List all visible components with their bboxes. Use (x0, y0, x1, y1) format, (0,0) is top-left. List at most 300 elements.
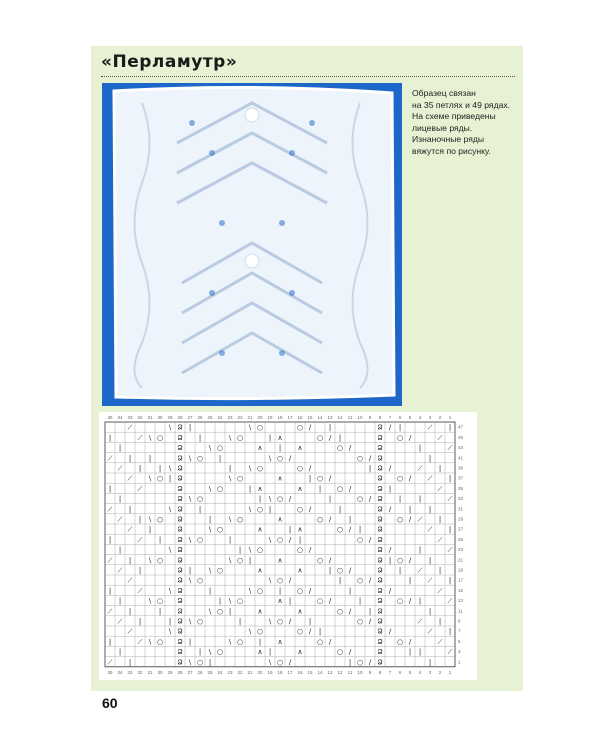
stitch-symbol: | (168, 474, 172, 483)
stitch-symbol: ○ (216, 648, 224, 657)
stitch-symbol: ⟋ (117, 464, 123, 473)
stitch-symbol: \ (228, 556, 232, 565)
stitch-symbol: Ձ (177, 637, 183, 646)
row-number: 5 (458, 638, 461, 644)
stitch-number-bottom: 25 (207, 669, 213, 675)
stitch-symbol: ○ (216, 525, 224, 534)
stitch-symbol: ⟋ (127, 576, 133, 585)
stitch-symbol: ⟋ (127, 423, 133, 432)
stitch-symbol: ⟋ (427, 474, 433, 483)
stitch-symbol: ○ (396, 556, 404, 565)
stitch-symbol: ⟋ (437, 586, 443, 595)
stitch-symbol: / (288, 454, 292, 463)
row-number: 13 (458, 598, 464, 604)
stitch-symbol: \ (228, 474, 232, 483)
stitch-symbol: / (408, 556, 412, 565)
row-number: 7 (458, 628, 461, 634)
stitch-number-bottom: 28 (177, 669, 183, 675)
stitch-symbol: | (128, 658, 132, 667)
stitch-symbol: ○ (336, 484, 344, 493)
stitch-symbol: ○ (316, 556, 324, 565)
stitch-symbol: / (288, 576, 292, 585)
stitch-symbol: | (188, 637, 192, 646)
stitch-number-bottom: 30 (157, 669, 163, 675)
stitch-symbol: Ձ (377, 525, 383, 534)
stitch-symbol: ○ (156, 556, 164, 565)
stitch-symbol: | (308, 617, 312, 626)
stitch-symbol: | (148, 525, 152, 534)
stitch-symbol: / (368, 535, 372, 544)
stitch-number-top: 14 (317, 415, 323, 420)
stitch-symbol: \ (188, 454, 192, 463)
stitch-number-bottom: 16 (297, 669, 303, 675)
stitch-symbol: ∧ (297, 525, 303, 534)
row-number: 3 (458, 649, 461, 655)
stitch-symbol: | (238, 546, 242, 555)
stitch-symbol: \ (168, 586, 172, 595)
stitch-number-bottom: 33 (127, 669, 133, 675)
stitch-symbol: | (428, 607, 432, 616)
stitch-symbol: | (308, 474, 312, 483)
stitch-symbol: \ (228, 597, 232, 606)
stitch-symbol: | (258, 637, 262, 646)
stitch-symbol: / (288, 495, 292, 504)
stitch-symbol: / (328, 515, 332, 524)
stitch-number-bottom: 22 (237, 669, 243, 675)
stitch-symbol: ○ (276, 576, 284, 585)
stitch-symbol: ○ (316, 515, 324, 524)
stitch-symbol: Ձ (177, 454, 183, 463)
stitch-symbol: ○ (256, 505, 264, 514)
row-number: 17 (458, 577, 464, 583)
title-divider (101, 76, 515, 77)
stitch-number-bottom: 2 (438, 669, 442, 675)
stitch-symbol: / (308, 546, 312, 555)
stitch-symbol: | (388, 556, 392, 565)
stitch-symbol: Ձ (377, 637, 383, 646)
stitch-symbol: / (368, 454, 372, 463)
stitch-symbol: ∧ (257, 444, 263, 453)
stitch-symbol: | (118, 648, 122, 657)
stitch-symbol: ⟋ (107, 556, 113, 565)
stitch-symbol: ○ (296, 586, 304, 595)
stitch-symbol: | (428, 658, 432, 667)
stitch-number-top: 7 (388, 415, 392, 420)
stitch-symbol: \ (268, 658, 272, 667)
stitch-symbol: / (368, 658, 372, 667)
stitch-symbol: | (398, 566, 402, 575)
stitch-number-bottom: 19 (267, 669, 273, 675)
stitch-symbol: ∧ (257, 648, 263, 657)
stitch-symbol: \ (188, 495, 192, 504)
stitch-symbol: \ (248, 423, 252, 432)
stitch-symbol: ∧ (257, 484, 263, 493)
stitch-symbol: ⟋ (137, 637, 143, 646)
stitch-symbol: / (328, 433, 332, 442)
stitch-symbol: ⟋ (107, 505, 113, 514)
stitch-number-top: 24 (217, 415, 223, 420)
stitch-number-bottom: 7 (388, 669, 392, 675)
stitch-symbol: | (278, 444, 282, 453)
stitch-symbol: / (388, 546, 392, 555)
stitch-symbol: ○ (336, 444, 344, 453)
stitch-symbol: Ձ (177, 484, 183, 493)
stitch-symbol: | (268, 433, 272, 442)
knitting-chart (99, 412, 477, 680)
stitch-symbol: / (408, 515, 412, 524)
stitch-symbol: ⟋ (417, 566, 423, 575)
stitch-symbol: ○ (236, 474, 244, 483)
stitch-symbol: ⟋ (127, 525, 133, 534)
row-number: 37 (458, 475, 464, 481)
stitch-symbol: / (308, 505, 312, 514)
stitch-symbol: ⟋ (127, 474, 133, 483)
stitch-symbol: ○ (356, 617, 364, 626)
stitch-symbol: \ (208, 648, 212, 657)
stitch-number-top: 8 (378, 415, 382, 420)
stitch-symbol: ⟋ (427, 423, 433, 432)
stitch-symbol: | (298, 535, 302, 544)
stitch-number-top: 3 (428, 415, 432, 420)
stitch-symbol: ⟋ (137, 586, 143, 595)
stitch-symbol: ○ (196, 535, 204, 544)
stitch-symbol: | (408, 648, 412, 657)
stitch-symbol: ○ (156, 637, 164, 646)
stitch-number-top: 23 (227, 415, 233, 420)
stitch-symbol: Ձ (377, 444, 383, 453)
stitch-symbol: Ձ (177, 444, 183, 453)
stitch-symbol: / (408, 433, 412, 442)
stitch-symbol: \ (268, 617, 272, 626)
stitch-symbol: | (128, 607, 132, 616)
stitch-number-bottom: 20 (257, 669, 263, 675)
stitch-symbol: \ (268, 495, 272, 504)
stitch-symbol: | (448, 576, 452, 585)
stitch-symbol: Ձ (177, 586, 183, 595)
stitch-symbol: | (318, 627, 322, 636)
stitch-symbol: | (188, 566, 192, 575)
stitch-number-top: 2 (438, 415, 442, 420)
stitch-symbol: / (408, 637, 412, 646)
stitch-number-top: 15 (307, 415, 313, 420)
stitch-symbol: ⟋ (447, 648, 453, 657)
stitch-symbol: Ձ (377, 454, 383, 463)
stitch-number-top: 18 (277, 415, 283, 420)
stitch-number-bottom: 26 (197, 669, 203, 675)
stitch-number-top: 21 (247, 415, 253, 420)
stitch-symbol: | (438, 515, 442, 524)
stitch-symbol: / (288, 617, 292, 626)
stitch-symbol: | (198, 648, 202, 657)
stitch-number-top: 4 (418, 415, 422, 420)
stitch-number-top: 22 (237, 415, 243, 420)
stitch-symbol: | (418, 546, 422, 555)
stitch-symbol: / (408, 474, 412, 483)
stitch-number-top: 35 (107, 415, 113, 420)
stitch-symbol: ⟋ (107, 607, 113, 616)
stitch-symbol: | (248, 556, 252, 565)
row-number: 31 (458, 506, 464, 512)
stitch-symbol: Ձ (177, 607, 183, 616)
stitch-symbol: / (388, 464, 392, 473)
stitch-symbol: \ (208, 566, 212, 575)
stitch-number-bottom: 18 (277, 669, 283, 675)
stitch-symbol: ○ (256, 423, 264, 432)
stitch-symbol: ⟋ (117, 515, 123, 524)
stitch-symbol: / (368, 617, 372, 626)
stitch-symbol: \ (168, 546, 172, 555)
row-number: 15 (458, 587, 464, 593)
stitch-symbol: \ (188, 617, 192, 626)
stitch-symbol: ⟋ (447, 597, 453, 606)
stitch-symbol: / (388, 505, 392, 514)
stitch-symbol: ○ (196, 454, 204, 463)
stitch-symbol: | (368, 464, 372, 473)
stitch-number-bottom: 12 (337, 669, 343, 675)
stitch-symbol: | (228, 535, 232, 544)
row-number: 45 (458, 434, 464, 440)
stitch-symbol: / (288, 535, 292, 544)
stitch-symbol: ○ (396, 637, 404, 646)
stitch-symbol: \ (208, 444, 212, 453)
description-line: лицевые ряды. (412, 122, 473, 133)
stitch-symbol: Ձ (177, 525, 183, 534)
stitch-symbol: / (328, 556, 332, 565)
stitch-number-top: 17 (287, 415, 293, 420)
stitch-number-bottom: 11 (347, 669, 353, 675)
stitch-symbol: | (268, 648, 272, 657)
stitch-symbol: | (108, 586, 112, 595)
row-number: 21 (458, 557, 464, 563)
stitch-symbol: \ (188, 535, 192, 544)
stitch-symbol: Ձ (377, 515, 383, 524)
stitch-symbol: \ (148, 597, 152, 606)
stitch-symbol: / (408, 597, 412, 606)
stitch-symbol: | (208, 658, 212, 667)
row-number: 39 (458, 465, 464, 471)
stitch-number-bottom: 32 (137, 669, 143, 675)
stitch-symbol: | (248, 484, 252, 493)
stitch-symbol: / (348, 484, 352, 493)
row-number: 11 (458, 608, 463, 614)
stitch-symbol: | (228, 464, 232, 473)
stitch-symbol: | (358, 525, 362, 534)
stitch-symbol: | (408, 505, 412, 514)
stitch-symbol: | (158, 535, 162, 544)
stitch-number-top: 30 (157, 415, 163, 420)
row-number: 41 (458, 455, 464, 461)
stitch-symbol: / (368, 495, 372, 504)
stitch-symbol: ○ (196, 495, 204, 504)
stitch-number-bottom: 4 (418, 669, 422, 675)
row-number: 27 (458, 526, 464, 532)
stitch-number-bottom: 29 (167, 669, 173, 675)
stitch-symbol: ○ (236, 515, 244, 524)
stitch-symbol: \ (148, 637, 152, 646)
stitch-symbol: | (148, 454, 152, 463)
stitch-number-bottom: 17 (287, 669, 293, 675)
stitch-symbol: ○ (396, 433, 404, 442)
stitch-symbol: ⟋ (137, 484, 143, 493)
stitch-symbol: ⟋ (417, 464, 423, 473)
stitch-symbol: Ձ (177, 474, 183, 483)
stitch-number-bottom: 31 (147, 669, 153, 675)
stitch-symbol: ○ (236, 433, 244, 442)
stitch-symbol: Ձ (177, 546, 183, 555)
stitch-symbol: Ձ (177, 535, 183, 544)
stitch-symbol: / (308, 586, 312, 595)
stitch-symbol: Ձ (177, 423, 183, 432)
stitch-symbol: | (418, 444, 422, 453)
stitch-symbol: ∧ (297, 648, 303, 657)
row-number: 47 (458, 424, 464, 430)
stitch-number-bottom: 9 (368, 669, 372, 675)
stitch-symbol: ∧ (297, 566, 303, 575)
stitch-symbol: / (348, 444, 352, 453)
stitch-symbol: | (278, 586, 282, 595)
stitch-symbol: Ձ (177, 556, 183, 565)
stitch-symbol: | (388, 484, 392, 493)
row-number: 9 (458, 618, 461, 624)
stitch-symbol: | (328, 495, 332, 504)
stitch-number-top: 16 (297, 415, 303, 420)
pattern-description (412, 88, 524, 158)
stitch-number-top: 25 (207, 415, 213, 420)
stitch-symbol: | (128, 505, 132, 514)
stitch-symbol: Ձ (377, 576, 383, 585)
stitch-symbol: | (228, 607, 232, 616)
stitch-symbol: Ձ (377, 607, 383, 616)
stitch-symbol: | (428, 454, 432, 463)
stitch-symbol: \ (248, 464, 252, 473)
stitch-symbol: / (348, 607, 352, 616)
stitch-symbol: \ (248, 505, 252, 514)
stitch-symbol: / (328, 597, 332, 606)
stitch-symbol: ○ (256, 546, 264, 555)
stitch-symbol: ⟋ (427, 576, 433, 585)
stitch-symbol: Ձ (177, 648, 183, 657)
stitch-symbol: Ձ (177, 617, 183, 626)
stitch-number-top: 12 (337, 415, 343, 420)
stitch-symbol: ⟋ (437, 484, 443, 493)
stitch-symbol: ⟋ (427, 627, 433, 636)
row-number: 43 (458, 445, 464, 451)
stitch-symbol: ○ (216, 566, 224, 575)
stitch-symbol: | (118, 444, 122, 453)
description-line: Изнаночные ряды (412, 134, 485, 145)
stitch-symbol: ○ (356, 658, 364, 667)
stitch-symbol: ⟋ (437, 535, 443, 544)
stitch-symbol: Ձ (177, 627, 183, 636)
stitch-number-top: 31 (147, 415, 153, 420)
stitch-number-bottom: 35 (107, 669, 113, 675)
stitch-symbol: Ձ (177, 505, 183, 514)
stitch-symbol: ○ (156, 474, 164, 483)
row-number: 23 (458, 547, 464, 553)
stitch-symbol: Ձ (377, 484, 383, 493)
stitch-symbol: ∧ (297, 607, 303, 616)
stitch-symbol: | (108, 637, 112, 646)
stitch-symbol: \ (228, 515, 232, 524)
stitch-symbol: ○ (236, 637, 244, 646)
stitch-symbol: \ (248, 546, 252, 555)
stitch-number-top: 32 (137, 415, 143, 420)
stitch-symbol: | (438, 464, 442, 473)
stitch-symbol: ○ (356, 495, 364, 504)
stitch-symbol: \ (168, 505, 172, 514)
stitch-symbol: | (368, 607, 372, 616)
stitch-number-bottom: 6 (398, 669, 402, 675)
stitch-symbol: ⟋ (417, 515, 423, 524)
stitch-symbol: \ (168, 423, 172, 432)
stitch-symbol: ∧ (277, 556, 283, 565)
stitch-symbol: \ (268, 576, 272, 585)
stitch-symbol: | (338, 433, 342, 442)
stitch-symbol: ○ (356, 454, 364, 463)
stitch-symbol: Ձ (377, 627, 383, 636)
stitch-symbol: \ (148, 556, 152, 565)
stitch-symbol: | (138, 566, 142, 575)
stitch-symbol: ○ (396, 515, 404, 524)
stitch-symbol: ○ (336, 607, 344, 616)
stitch-symbol: | (218, 454, 222, 463)
stitch-symbol: / (388, 423, 392, 432)
stitch-symbol: / (348, 525, 352, 534)
stitch-symbol: ⟋ (107, 658, 113, 667)
stitch-symbol: \ (228, 637, 232, 646)
stitch-number-bottom: 10 (357, 669, 363, 675)
stitch-number-bottom: 1 (448, 669, 452, 675)
stitch-symbol: / (328, 474, 332, 483)
stitch-number-top: 13 (327, 415, 333, 420)
stitch-symbol: ∧ (277, 433, 283, 442)
stitch-symbol: | (198, 505, 202, 514)
stitch-symbol: ○ (336, 566, 344, 575)
stitch-symbol: Ձ (377, 546, 383, 555)
stitch-number-bottom: 27 (187, 669, 193, 675)
stitch-symbol: ○ (296, 423, 304, 432)
stitch-number-top: 26 (197, 415, 203, 420)
description-line: вяжутся по рисунку. (412, 145, 491, 156)
stitch-symbol: ∧ (277, 515, 283, 524)
stitch-number-bottom: 5 (408, 669, 412, 675)
stitch-symbol: ○ (156, 433, 164, 442)
stitch-symbol: | (188, 423, 192, 432)
stitch-symbol: / (348, 648, 352, 657)
stitch-symbol: | (448, 474, 452, 483)
stitch-number-top: 10 (357, 415, 363, 420)
stitch-number-bottom: 3 (428, 669, 432, 675)
stitch-symbol: Ձ (377, 505, 383, 514)
stitch-symbol: | (128, 556, 132, 565)
stitch-number-top: 11 (347, 415, 353, 420)
stitch-symbol: \ (228, 433, 232, 442)
stitch-symbol: | (418, 597, 422, 606)
stitch-symbol: Ձ (177, 597, 183, 606)
stitch-symbol: ○ (216, 484, 224, 493)
row-number: 25 (458, 536, 464, 542)
stitch-symbol: \ (168, 627, 172, 636)
stitch-symbol: ⟋ (447, 495, 453, 504)
stitch-symbol: Ձ (377, 597, 383, 606)
stitch-symbol: ○ (396, 597, 404, 606)
stitch-symbol: Ձ (377, 433, 383, 442)
stitch-symbol: | (398, 423, 402, 432)
stitch-symbol: ⟋ (137, 433, 143, 442)
stitch-symbol: ∧ (297, 484, 303, 493)
stitch-symbol: ⟋ (107, 454, 113, 463)
stitch-symbol: | (448, 423, 452, 432)
